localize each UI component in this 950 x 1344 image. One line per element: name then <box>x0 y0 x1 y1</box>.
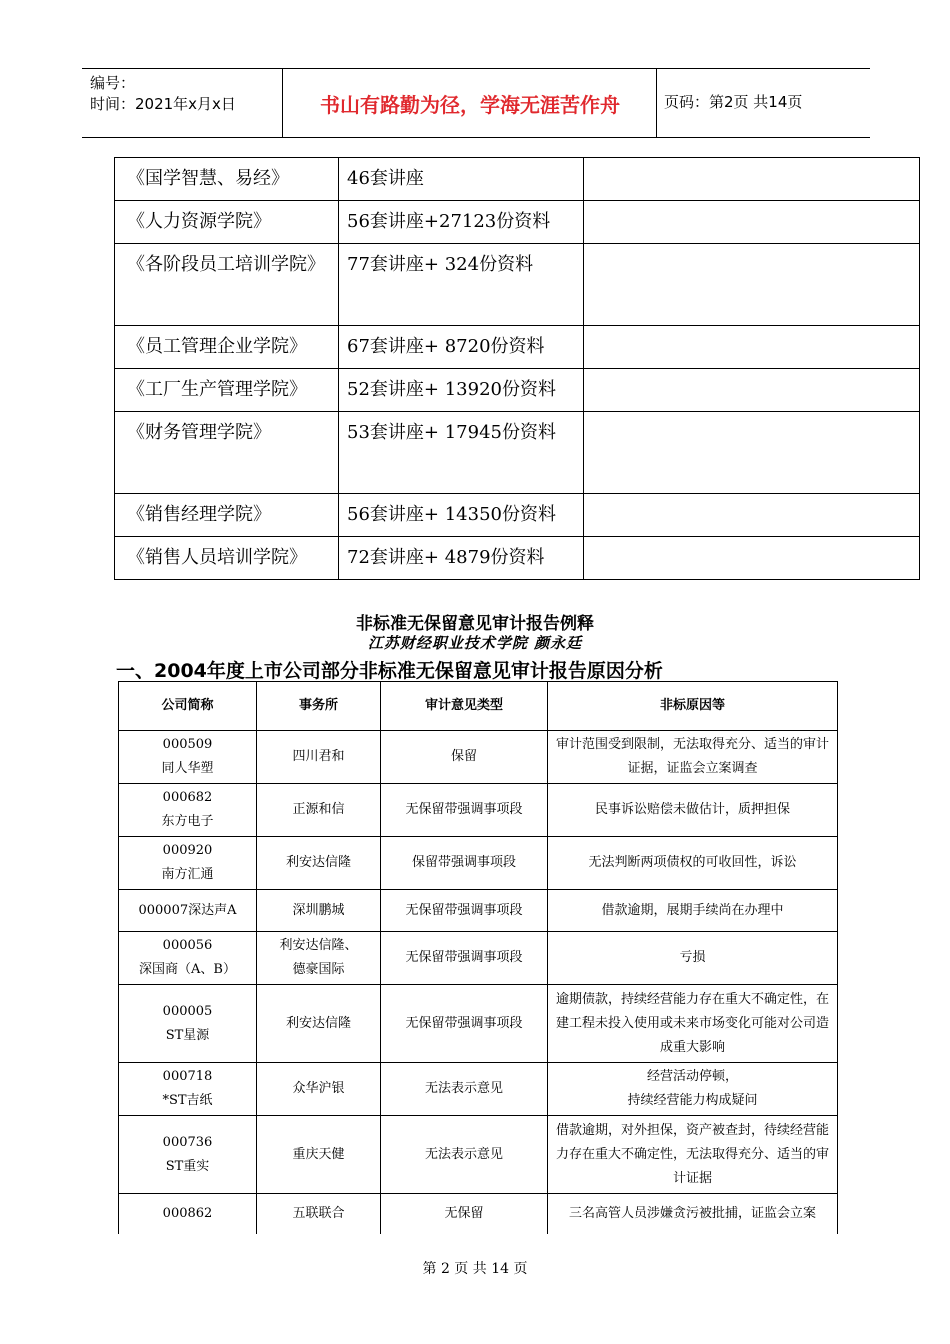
resource-name: 《各阶段员工培训学院》 <box>115 244 339 326</box>
header-motto: 书山有路勤为径，学海无涯苦作舟 <box>320 92 620 117</box>
company-cell: 000007深达声A <box>119 890 257 932</box>
resource-note <box>584 244 920 326</box>
table-row <box>119 890 838 932</box>
resource-count: 53套讲座+ 17945份资料 <box>339 412 584 494</box>
resource-count: 52套讲座+ 13920份资料 <box>339 369 584 412</box>
table-row <box>119 731 838 784</box>
firm-cell: 深圳鹏城 <box>257 890 381 932</box>
col-header-opinion: 审计意见类型 <box>381 682 548 731</box>
header-divider <box>282 69 283 137</box>
opinion-cell: 无保留 <box>381 1194 548 1234</box>
resource-count: 67套讲座+ 8720份资料 <box>339 326 584 369</box>
resource-row <box>115 369 920 412</box>
resource-name: 《人力资源学院》 <box>115 201 339 244</box>
resource-count: 72套讲座+ 4879份资料 <box>339 537 584 580</box>
resource-row <box>115 158 920 201</box>
firm-cell: 五联联合 <box>257 1194 381 1234</box>
resource-name: 《员工管理企业学院》 <box>115 326 339 369</box>
resource-name: 《销售人员培训学院》 <box>115 537 339 580</box>
table-continuation-line <box>118 1228 119 1234</box>
table-row <box>119 784 838 837</box>
table-row <box>119 985 838 1063</box>
reason-cell: 逾期债款，持续经营能力存在重大不确定性，在建工程未投入使用或未来市场变化可能对公司造成重大影响 <box>548 985 838 1063</box>
company-cell: 000509 同人华塑 <box>119 731 257 784</box>
resource-note <box>584 537 920 580</box>
col-header-firm: 事务所 <box>257 682 381 731</box>
resource-note <box>584 494 920 537</box>
company-cell: 000736 ST重实 <box>119 1116 257 1194</box>
table-row <box>119 1063 838 1116</box>
header-meta <box>90 73 236 115</box>
resource-row <box>115 412 920 494</box>
firm-cell: 利安达信隆 <box>257 985 381 1063</box>
table-row <box>119 837 838 890</box>
firm-cell: 重庆天健 <box>257 1116 381 1194</box>
company-cell: 000682 东方电子 <box>119 784 257 837</box>
code-label: 编号： <box>90 74 136 92</box>
article-title: 非标准无保留意见审计报告例释 <box>356 614 594 634</box>
opinion-cell: 无保留带强调事项段 <box>381 985 548 1063</box>
audit-table-header <box>119 682 838 731</box>
opinion-cell: 无法表示意见 <box>381 1116 548 1194</box>
col-header-company: 公司简称 <box>119 682 257 731</box>
opinion-cell: 保留 <box>381 731 548 784</box>
reason-cell: 民事诉讼赔偿未做估计，质押担保 <box>548 784 838 837</box>
table-row <box>119 1194 838 1234</box>
resource-count: 77套讲座+ 324份资料 <box>339 244 584 326</box>
firm-cell: 利安达信隆 <box>257 837 381 890</box>
resource-table <box>114 157 920 580</box>
opinion-cell: 无法表示意见 <box>381 1063 548 1116</box>
reason-cell: 三名高管人员涉嫌贪污被批捕，证监会立案 <box>548 1194 838 1234</box>
audit-table <box>118 681 838 1234</box>
col-header-reason: 非标原因等 <box>548 682 838 731</box>
firm-cell: 众华沪银 <box>257 1063 381 1116</box>
resource-count: 56套讲座+27123份资料 <box>339 201 584 244</box>
table-row <box>119 932 838 985</box>
firm-cell: 四川君和 <box>257 731 381 784</box>
resource-row <box>115 326 920 369</box>
company-cell: 000718 *ST吉纸 <box>119 1063 257 1116</box>
reason-cell: 借款逾期，展期手续尚在办理中 <box>548 890 838 932</box>
resource-count: 46套讲座 <box>339 158 584 201</box>
resource-name: 《财务管理学院》 <box>115 412 339 494</box>
resource-note <box>584 326 920 369</box>
reason-cell: 无法判断两项债权的可收回性，诉讼 <box>548 837 838 890</box>
date-label: 时间：2021年x月x日 <box>90 95 236 113</box>
resource-note <box>584 158 920 201</box>
resource-name: 《国学智慧、易经》 <box>115 158 339 201</box>
resource-note <box>584 201 920 244</box>
page-footer: 第 2 页 共 14 页 <box>422 1261 528 1277</box>
resource-name: 《销售经理学院》 <box>115 494 339 537</box>
opinion-cell: 无保留带强调事项段 <box>381 890 548 932</box>
resource-note <box>584 369 920 412</box>
page-header <box>82 68 870 138</box>
opinion-cell: 无保留带强调事项段 <box>381 932 548 985</box>
reason-cell: 亏损 <box>548 932 838 985</box>
resource-row <box>115 537 920 580</box>
resource-row <box>115 244 920 326</box>
resource-row <box>115 494 920 537</box>
resource-name: 《工厂生产管理学院》 <box>115 369 339 412</box>
opinion-cell: 无保留带强调事项段 <box>381 784 548 837</box>
table-row <box>119 1116 838 1194</box>
section-heading: 一、2004年度上市公司部分非标准无保留意见审计报告原因分析 <box>116 660 663 682</box>
company-cell: 000862 <box>119 1194 257 1234</box>
reason-cell: 经营活动停顿， 持续经营能力构成疑问 <box>548 1063 838 1116</box>
company-cell: 000005 ST星源 <box>119 985 257 1063</box>
resource-row <box>115 201 920 244</box>
firm-cell: 正源和信 <box>257 784 381 837</box>
reason-cell: 审计范围受到限制，无法取得充分、适当的审计证据，证监会立案调查 <box>548 731 838 784</box>
resource-note <box>584 412 920 494</box>
resource-count: 56套讲座+ 14350份资料 <box>339 494 584 537</box>
opinion-cell: 保留带强调事项段 <box>381 837 548 890</box>
header-divider <box>656 69 657 137</box>
page-info: 页码：第2页 共14页 <box>664 93 803 111</box>
firm-cell: 利安达信隆、 德豪国际 <box>257 932 381 985</box>
company-cell: 000920 南方汇通 <box>119 837 257 890</box>
reason-cell: 借款逾期，对外担保，资产被查封，待续经营能力存在重大不确定性，无法取得充分、适当的审计证据 <box>548 1116 838 1194</box>
article-author: 江苏财经职业技术学院 颜永廷 <box>367 634 583 652</box>
company-cell: 000056 深国商（A、B） <box>119 932 257 985</box>
